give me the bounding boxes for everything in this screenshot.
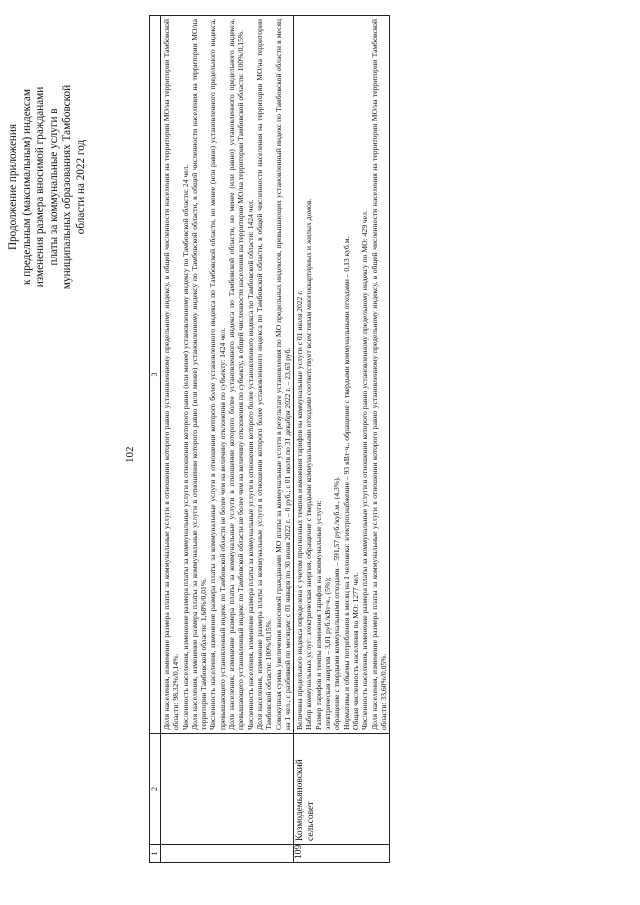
- paragraph: Доля населения, изменение размера платы за коммунальные услуги в отношении которого равно (или менее) установленному индексу по Тамбовской области, в общей численности населения на территории МО/на территории Тамбовской области: 1,68%/0,01%.: [189, 19, 209, 730]
- row-name-cell: [161, 734, 294, 845]
- appendix-header: [7, 37, 89, 337]
- table-row: [294, 16, 390, 863]
- table-row: [161, 16, 294, 863]
- header-line: к предельным (максимальным) индексам: [20, 89, 33, 285]
- paragraph: Доля населения, изменение размера платы за коммунальные услуги в отношении которого более установленного индекса по Тамбовской области, в общей численности населения на территории МО/на территории Тамбовской области: 100%/0,15%.: [254, 19, 274, 730]
- row-name-cell: Козмодемьяновский сельсовет: [294, 734, 390, 845]
- paragraph: Численность населения, изменение размера платы за коммунальные услуги в отношении которого равно установленному предельному индексу по МО: 429 чел.: [360, 210, 370, 730]
- paragraph: Размер тарифов и темпы изменения тарифов на коммунальные услуги:: [313, 500, 323, 730]
- paragraph: Численность населения, изменение размера платы за коммунальные услуги в отношении которого равно (или менее) установленному индексу по Тамбовской области: 24 чел.: [180, 164, 190, 730]
- paragraph: Доля населения, изменение размера платы за коммунальные услуги в отношении которого более установленного индекса по Тамбовской области, но менее (или равно) установленного предельного индекса, превышающего установленный индекс по Тамбовской области не более чем на величину отклонения по субъекту, в общей численности населения на территории МО/на территории Тамбовской области: 100%/0,15%.: [227, 19, 246, 730]
- header-line: муниципальных образованиях Тамбовской: [61, 84, 74, 290]
- header-line: платы за коммунальные услуги в: [47, 108, 60, 266]
- column-header: 3: [150, 16, 161, 734]
- paragraph: обращение с твердыми коммунальными отходами – 591,57 руб./куб.м., (4,3%).: [332, 476, 342, 730]
- paragraph: Набор коммунальных услуг: электрическая энергия, обращение с твердыми коммунальными отходами соответствует всем типам многоквартирных и жилых домов.: [304, 198, 314, 730]
- column-header: 1: [150, 845, 161, 863]
- paragraph: Доля населения, изменение размера платы за коммунальные услуги в отношении которого равно установленному предельному индексу, в общей численности населения на территории МО/на территории Тамбовской области: 33,60%/0,05%.: [369, 19, 388, 730]
- paragraph: Численность населения, изменение размера платы за коммунальные услуги в отношении которого более установленного индекса по Тамбовской области: 1424 чел.: [245, 199, 255, 730]
- paragraph: Величина предельного индекса определена с учетом прогнозных темпов изменения тарифов на коммунальные услуги с 01 июля 2022 г.: [295, 290, 305, 730]
- paragraph: Нормативы и объемы потребления в месяц на 1 человека: электроснабжение – 93 кВт·ч., обращение с твердыми коммунальными отходами – 0,13 куб.м.: [341, 236, 351, 730]
- paragraph: Совокупная сумма увеличения вносимой гражданами МО платы за коммунальные услуги в результате установления по МО предельных индексов, превышающих установленный индекс по Тамбовской области в месяц на 1 чел., с разбивкой по месяцам: с 01 января по 30 июня 2022 г. – 0 руб.; с 01 июля по 31 декабря 2022 г. – 23,63 руб.: [273, 19, 292, 730]
- row-text-cell: [294, 16, 390, 734]
- column-header: 2: [150, 734, 161, 845]
- row-number-cell: 109: [294, 845, 390, 863]
- header-line: области на 2022 год: [74, 139, 87, 235]
- page-number: 102: [124, 446, 136, 463]
- indices-table: [149, 15, 390, 863]
- table-header-row: [150, 16, 161, 863]
- paragraph: Общая численность населения по МО: 1277 чел.: [350, 572, 360, 730]
- row-number-cell: [161, 845, 294, 863]
- paragraph: Численность населения, изменение размера платы за коммунальные услуги в отношении которого более установленного индекса по Тамбовской области, но менее (или равно) установленного предельного индекса, превышающего установленный индекс по Тамбовской области не более чем на величину отклонения по субъекту: 1424 чел.: [208, 19, 227, 730]
- paragraph: электрическая энергия – 3,01 руб./кВт·ч., (5%);: [323, 577, 333, 730]
- header-line: изменения размера вносимой гражданами: [34, 86, 47, 288]
- row-text-cell: [161, 16, 294, 734]
- paragraph: Доля населения, изменение размера платы за коммунальные услуги в отношении которого равно установленному предельному индексу, в общей численности населения на территории МО/на территории Тамбовской области: 98,32%/0,14%.: [162, 19, 181, 730]
- header-line: Продолжение приложения: [7, 123, 19, 251]
